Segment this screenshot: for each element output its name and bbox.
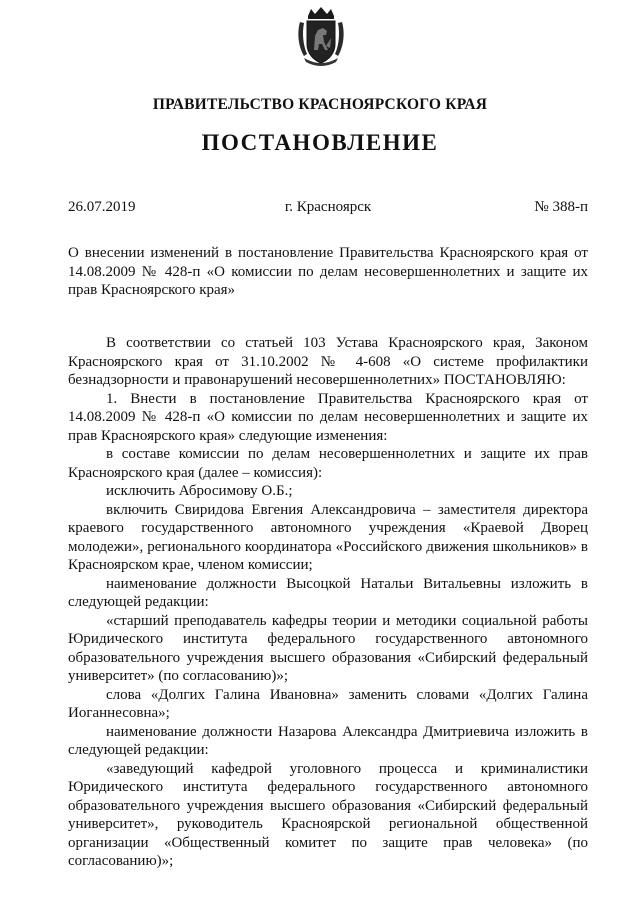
body-paragraph: исключить Абросимову О.Б.;: [106, 483, 293, 499]
body-paragraph: включить Свиридова Евгения Александровича – заместителя директора краевого государственного автономного учреждения «Краевой Дворец молодежи», регионального координатора «Российского движения школьников» в Красноярском крае, членом комиссии;: [68, 501, 588, 573]
body-paragraph: в составе комиссии по делам несовершеннолетних и защите их прав Красноярского края (далее – комиссия):: [68, 446, 588, 481]
document-date: 26.07.2019: [68, 199, 136, 215]
coat-of-arms-emblem: [296, 6, 346, 68]
document-city: г. Красноярск: [284, 199, 372, 215]
body-paragraph: «заведующий кафедрой уголовного процесса и криминалистики Юридического института федерального государственного автономного образовательного учреждения высшего образования «Сибирский федеральный университет», руководитель Красноярской региональной общественной организации «Общественный комитет по защите прав человека» (по согласованию)»;: [68, 760, 588, 869]
document-body: [68, 334, 588, 871]
body-paragraph: 1. Внести в постановление Правительства Красноярского края от 14.08.2009 № 428-п «О комиссии по делам несовершеннолетних и защите их прав Красноярского края» следующие изменения:: [68, 390, 588, 444]
body-paragraph: наименование должности Назарова Александра Дмитриевича изложить в следующей редакции:: [68, 723, 588, 758]
body-paragraph: «старший преподаватель кафедры теории и методики социальной работы Юридического института федерального государственного автономного образовательного учреждения высшего образования «Сибирский федеральный университет» (по согласованию)»;: [68, 612, 588, 684]
government-title: ПРАВИТЕЛЬСТВО КРАСНОЯРСКОГО КРАЯ: [152, 96, 488, 113]
document-number: № 388-п: [534, 199, 588, 215]
body-paragraph: наименование должности Высоцкой Натальи Витальевны изложить в следующей редакции:: [68, 575, 588, 610]
body-paragraph: В соответствии со статьей 103 Устава Красноярского края, Законом Красноярского края от 31.10.2002 № 4-608 «О системе профилактики безнадзорности и правонарушений несовершеннолетних» ПОСТАНОВЛЯЮ:: [68, 335, 588, 388]
document-meta-row: [68, 199, 588, 219]
body-paragraph: слова «Долгих Галина Ивановна» заменить словами «Долгих Галина Иоганнесовна»;: [68, 686, 588, 721]
document-subject: О внесении изменений в постановление Правительства Красноярского края от 14.08.2009 № 428-п «О комиссии по делам несовершеннолетних и защите их прав Красноярского края»: [68, 245, 588, 298]
document-type-heading: ПОСТАНОВЛЕНИЕ: [201, 130, 439, 155]
